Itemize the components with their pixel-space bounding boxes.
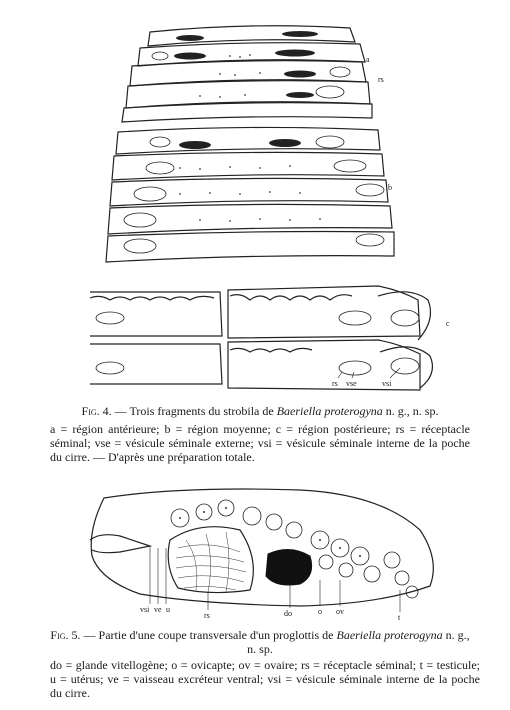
- fig4-caption-text: Trois fragments du strobila de: [129, 404, 274, 418]
- fig5-caption-prefix: Fig. 5. —: [50, 628, 96, 642]
- fig4-label-rs: rs: [378, 75, 384, 84]
- fig5-caption-species: Baeriella proterogyna: [336, 628, 443, 642]
- fig5-caption-legend: do = glande vitellogène; o = ovicapte; ov = ovaire; rs = réceptacle séminal; t = testicule; u = utérus; ve = vaisseau excréteur ventral; vsi = vésicule séminale interne de la poche du cirre.: [50, 658, 480, 700]
- fig5-caption-title: [50, 628, 470, 656]
- fig5-caption-text: Partie d'une coupe transversale d'un proglottis de: [98, 628, 334, 642]
- fig4-caption-species: Baeriella proterogyna: [276, 404, 383, 418]
- fig4-label-b: b: [388, 183, 392, 192]
- fig5-label-do: do: [284, 609, 292, 618]
- fig5-label-rs: rs: [204, 611, 210, 620]
- fig5-caption-suffix: n. g., n. sp.: [247, 628, 470, 656]
- fig5-label-vsi: vsi: [140, 605, 150, 614]
- fig4-caption-prefix: Fig. 4. —: [81, 404, 127, 418]
- fig5-label-o: o: [318, 607, 322, 616]
- fig4-caption-suffix: n. g., n. sp.: [385, 404, 439, 418]
- fig5-label-t: t: [398, 613, 401, 622]
- fig5-label-ve: ve: [154, 605, 162, 614]
- fig4-label-rs-2: rs: [332, 379, 338, 388]
- fig4-label-a: a: [366, 55, 370, 64]
- fig5-label-ov: ov: [336, 607, 344, 616]
- fig4-label-vse: vse: [346, 379, 357, 388]
- fig4-label-vsi: vsi: [382, 379, 392, 388]
- fig4-caption-legend: a = région antérieure; b = région moyenne; c = région postérieure; rs = réceptacle séminal; vse = vésicule séminale externe; vsi = vésicule séminale interne de la poche du cirre. — D'après une préparation totale.: [50, 422, 470, 464]
- fig4-label-c: c: [446, 319, 450, 328]
- fig5-label-u: u: [166, 605, 170, 614]
